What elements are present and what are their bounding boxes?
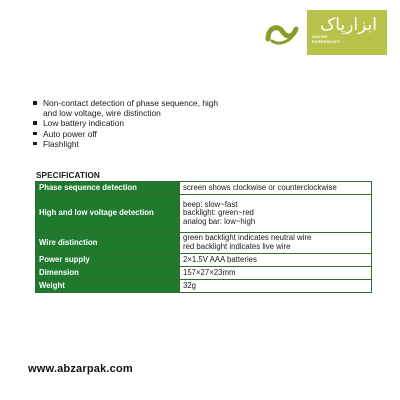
- table-row: [36, 267, 372, 280]
- spec-value-line: analog bar: low~high: [183, 216, 256, 226]
- feature-item: [33, 139, 233, 149]
- spec-value-line: 32g: [183, 280, 197, 290]
- brand-name-latin-line1: ABZAR: [312, 34, 328, 39]
- spec-key: Wire distinction: [36, 233, 180, 254]
- website-link[interactable]: www.abzarpak.com: [28, 363, 133, 375]
- feature-text: Low battery indication: [43, 118, 125, 129]
- feature-text: Auto power off: [43, 128, 97, 139]
- table-row: [36, 280, 372, 293]
- feature-text: Non-contact detection of phase sequence, high and low voltage, wire distinction: [43, 98, 219, 119]
- brand-name-latin: [312, 34, 340, 44]
- brand-wordmark: [307, 10, 387, 55]
- feature-item: [33, 118, 233, 128]
- spec-value: [180, 182, 372, 195]
- spec-value-line: red backlight indicates live wire: [183, 242, 291, 251]
- spec-value: [180, 233, 372, 254]
- table-row: [36, 233, 372, 254]
- table-row: [36, 195, 372, 233]
- spec-value-line: green backlight indicates neutral wire: [183, 233, 312, 243]
- feature-text: Flashlight: [43, 138, 79, 149]
- feature-item: [33, 98, 233, 118]
- spec-value-line: 2×1.5V AAA batteries: [183, 254, 257, 264]
- abzarpak-logo-icon: [257, 10, 307, 55]
- brand-name-latin-line2: PARSEBASIT: [312, 39, 341, 44]
- bullet-icon: [33, 101, 37, 105]
- brand-logo: [257, 10, 387, 55]
- spec-table: [35, 181, 372, 293]
- bullet-icon: [33, 132, 37, 136]
- spec-value-line: 157×27×23mm: [183, 267, 236, 277]
- bullet-icon: [33, 121, 37, 125]
- feature-list: [33, 98, 233, 149]
- spec-key: Power supply: [36, 254, 180, 267]
- feature-item: [33, 129, 233, 139]
- spec-value-line: screen shows clockwise or counterclockwise: [183, 182, 337, 192]
- spec-value-line: beep: slow~fast: [183, 199, 238, 209]
- spec-value: [180, 280, 372, 293]
- spec-value: [180, 254, 372, 267]
- brand-name-persian: ابزارپاک: [320, 15, 377, 35]
- spec-value-line: backlight: green~red: [183, 208, 254, 218]
- table-row: [36, 254, 372, 267]
- spec-key: High and low voltage detection: [36, 195, 180, 233]
- spec-key: Weight: [36, 280, 180, 293]
- spec-value: [180, 267, 372, 280]
- table-row: [36, 182, 372, 195]
- spec-key: Dimension: [36, 267, 180, 280]
- spec-title: SPECIFICATION: [36, 171, 100, 180]
- spec-key: Phase sequence detection: [36, 182, 180, 195]
- spec-value: [180, 195, 372, 233]
- bullet-icon: [33, 142, 37, 146]
